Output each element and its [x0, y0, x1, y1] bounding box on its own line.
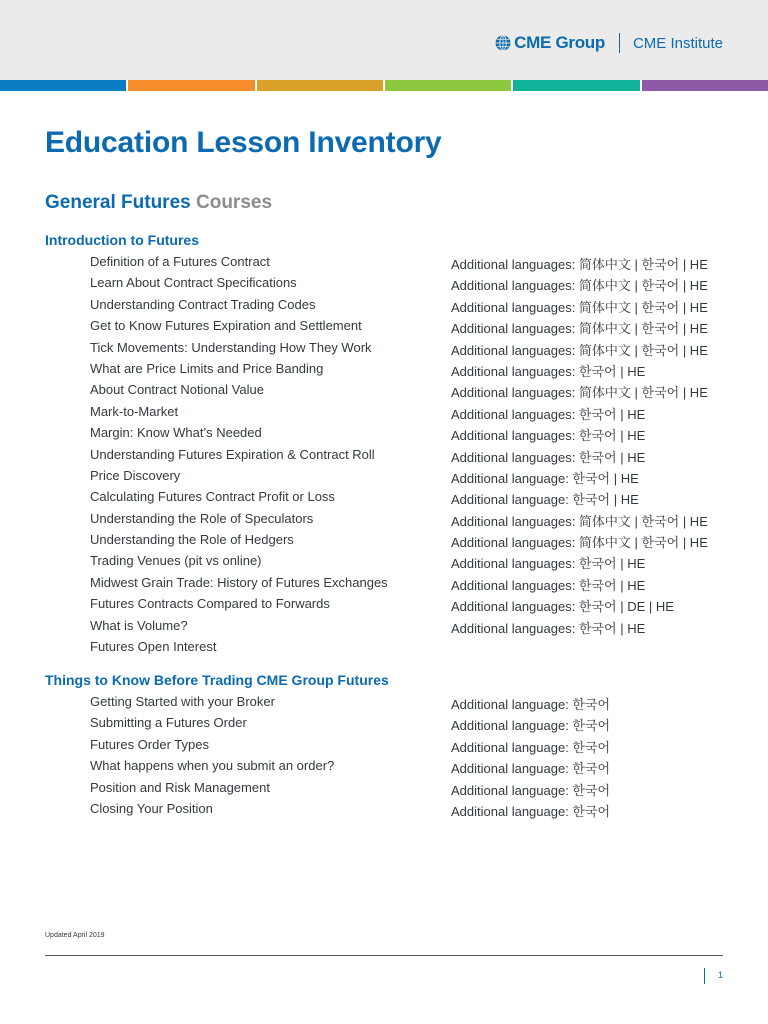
lesson-languages: Additional languages: 한국어 | HE [451, 620, 646, 636]
lesson-row [0, 273, 768, 294]
lesson-row [0, 252, 768, 273]
lesson-languages: Additional languages: 简体中文 | 한국어 | HE [451, 278, 708, 294]
lesson-row [0, 338, 768, 359]
lesson-title: Submitting a Futures Order [90, 715, 247, 731]
section-heading-intro: Introduction to Futures [45, 232, 199, 248]
lesson-title: Midwest Grain Trade: History of Futures Exchanges [90, 574, 388, 590]
subtitle-category: General Futures [45, 192, 191, 213]
lesson-title: Calculating Futures Contract Profit or Loss [90, 489, 335, 505]
lesson-languages: Additional languages: 简体中文 | 한국어 | HE [451, 513, 708, 529]
lesson-languages: Additional languages: 简体中文 | 한국어 | HE [451, 321, 708, 337]
lesson-languages: Additional languages: 简体中文 | 한국어 | HE [451, 299, 708, 315]
institute-name: CME Institute [632, 34, 723, 52]
lesson-title: Understanding the Role of Speculators [90, 510, 314, 526]
lesson-languages: Additional languages: 한국어 | DE | HE [451, 599, 674, 615]
color-bar-segment [513, 80, 641, 91]
lesson-row [0, 402, 768, 423]
lesson-title: What is Volume? [90, 617, 188, 633]
lesson-row [0, 380, 768, 401]
brand-divider [619, 33, 620, 53]
lesson-languages: Additional languages: 简体中文 | 한국어 | HE [451, 257, 708, 272]
lesson-title: Definition of a Futures Contract [90, 254, 270, 269]
globe-icon [495, 35, 511, 51]
lesson-languages: Additional languages: 한국어 | HE [451, 449, 646, 465]
lesson-row [0, 359, 768, 380]
lesson-row [0, 799, 768, 820]
lesson-list-intro [0, 252, 768, 658]
lesson-row [0, 756, 768, 777]
lesson-row [0, 509, 768, 530]
lesson-row [0, 778, 768, 799]
lesson-title: Closing Your Position [90, 800, 213, 816]
lesson-row [0, 487, 768, 508]
lesson-row [0, 466, 768, 487]
lesson-row [0, 530, 768, 551]
color-bar-segment [642, 80, 768, 91]
lesson-title: Margin: Know What’s Needed [90, 425, 262, 441]
lesson-languages: Additional language: 한국어 [451, 697, 611, 712]
lesson-languages: Additional languages: 简体中文 | 한국어 | HE [451, 342, 708, 358]
lesson-title: Mark-to-Market [90, 403, 179, 419]
lesson-title: Position and Risk Management [90, 779, 270, 795]
lesson-row [0, 295, 768, 316]
page-subtitle [45, 192, 272, 214]
lesson-title: Understanding Futures Expiration & Contract Roll [90, 446, 375, 462]
color-bar-segment [385, 80, 513, 91]
page-header [0, 0, 768, 80]
section-heading-before-trading: Things to Know Before Trading CME Group Futures [45, 672, 389, 688]
lesson-languages: Additional language: 한국어 | HE [451, 492, 639, 508]
lesson-title: What are Price Limits and Price Banding [90, 360, 324, 376]
lesson-row [0, 423, 768, 444]
lesson-title: Futures Order Types [90, 736, 209, 752]
color-bar-segment [257, 80, 385, 91]
lesson-title: Understanding Contract Trading Codes [90, 296, 316, 312]
lesson-languages: Additional languages: 한국어 | HE [451, 406, 646, 422]
lesson-row [0, 692, 768, 713]
lesson-row [0, 637, 768, 658]
lesson-title: Get to Know Futures Expiration and Settlement [90, 318, 362, 334]
lesson-row [0, 594, 768, 615]
color-bar-segment [0, 80, 128, 91]
lesson-languages: Additional language: 한국어 | HE [451, 470, 639, 486]
lesson-title: Trading Venues (pit vs online) [90, 553, 262, 569]
lesson-row [0, 735, 768, 756]
lesson-title: Futures Open Interest [90, 639, 217, 655]
lesson-languages: Additional languages: 한국어 | HE [451, 556, 646, 572]
lesson-title: Futures Contracts Compared to Forwards [90, 596, 330, 612]
brand-lockup [495, 31, 723, 55]
lesson-languages: Additional languages: 한국어 | HE [451, 428, 646, 444]
lesson-row [0, 616, 768, 637]
lesson-row [0, 573, 768, 594]
lesson-title: Tick Movements: Understanding How They Work [90, 339, 372, 355]
lesson-row [0, 445, 768, 466]
lesson-languages: Additional languages: 简体中文 | 한국어 | HE [451, 385, 708, 401]
lesson-title: Getting Started with your Broker [90, 694, 275, 709]
lesson-title: Price Discovery [90, 467, 181, 483]
color-bar-segment [128, 80, 256, 91]
lesson-languages: Additional languages: 한국어 | HE [451, 577, 646, 593]
lesson-list-before-trading [0, 692, 768, 820]
brand-name: CME Group [514, 33, 605, 52]
lesson-row [0, 713, 768, 734]
page-number: 1 [718, 970, 724, 980]
lesson-row [0, 551, 768, 572]
footer-divider [45, 955, 723, 956]
lesson-title: Understanding the Role of Hedgers [90, 532, 294, 548]
lesson-title: Learn About Contract Specifications [90, 275, 297, 291]
lesson-title: What happens when you submit an order? [90, 758, 335, 774]
page-number-divider [704, 968, 705, 984]
lesson-languages: Additional language: 한국어 [451, 739, 611, 755]
updated-date: Updated April 2019 [45, 932, 105, 939]
subtitle-courses: Courses [196, 192, 273, 213]
lesson-languages: Additional language: 한국어 [451, 803, 611, 819]
lesson-languages: Additional language: 한국어 [451, 718, 611, 734]
lesson-languages: Additional language: 한국어 [451, 761, 611, 777]
lesson-languages: Additional languages: 한국어 | HE [451, 363, 646, 379]
lesson-row [0, 316, 768, 337]
lesson-title: About Contract Notional Value [90, 382, 264, 398]
lesson-languages: Additional language: 한국어 [451, 782, 611, 798]
page-title: Education Lesson Inventory [45, 126, 442, 159]
lesson-languages: Additional languages: 简体中文 | 한국어 | HE [451, 535, 708, 551]
color-bar [0, 80, 768, 91]
